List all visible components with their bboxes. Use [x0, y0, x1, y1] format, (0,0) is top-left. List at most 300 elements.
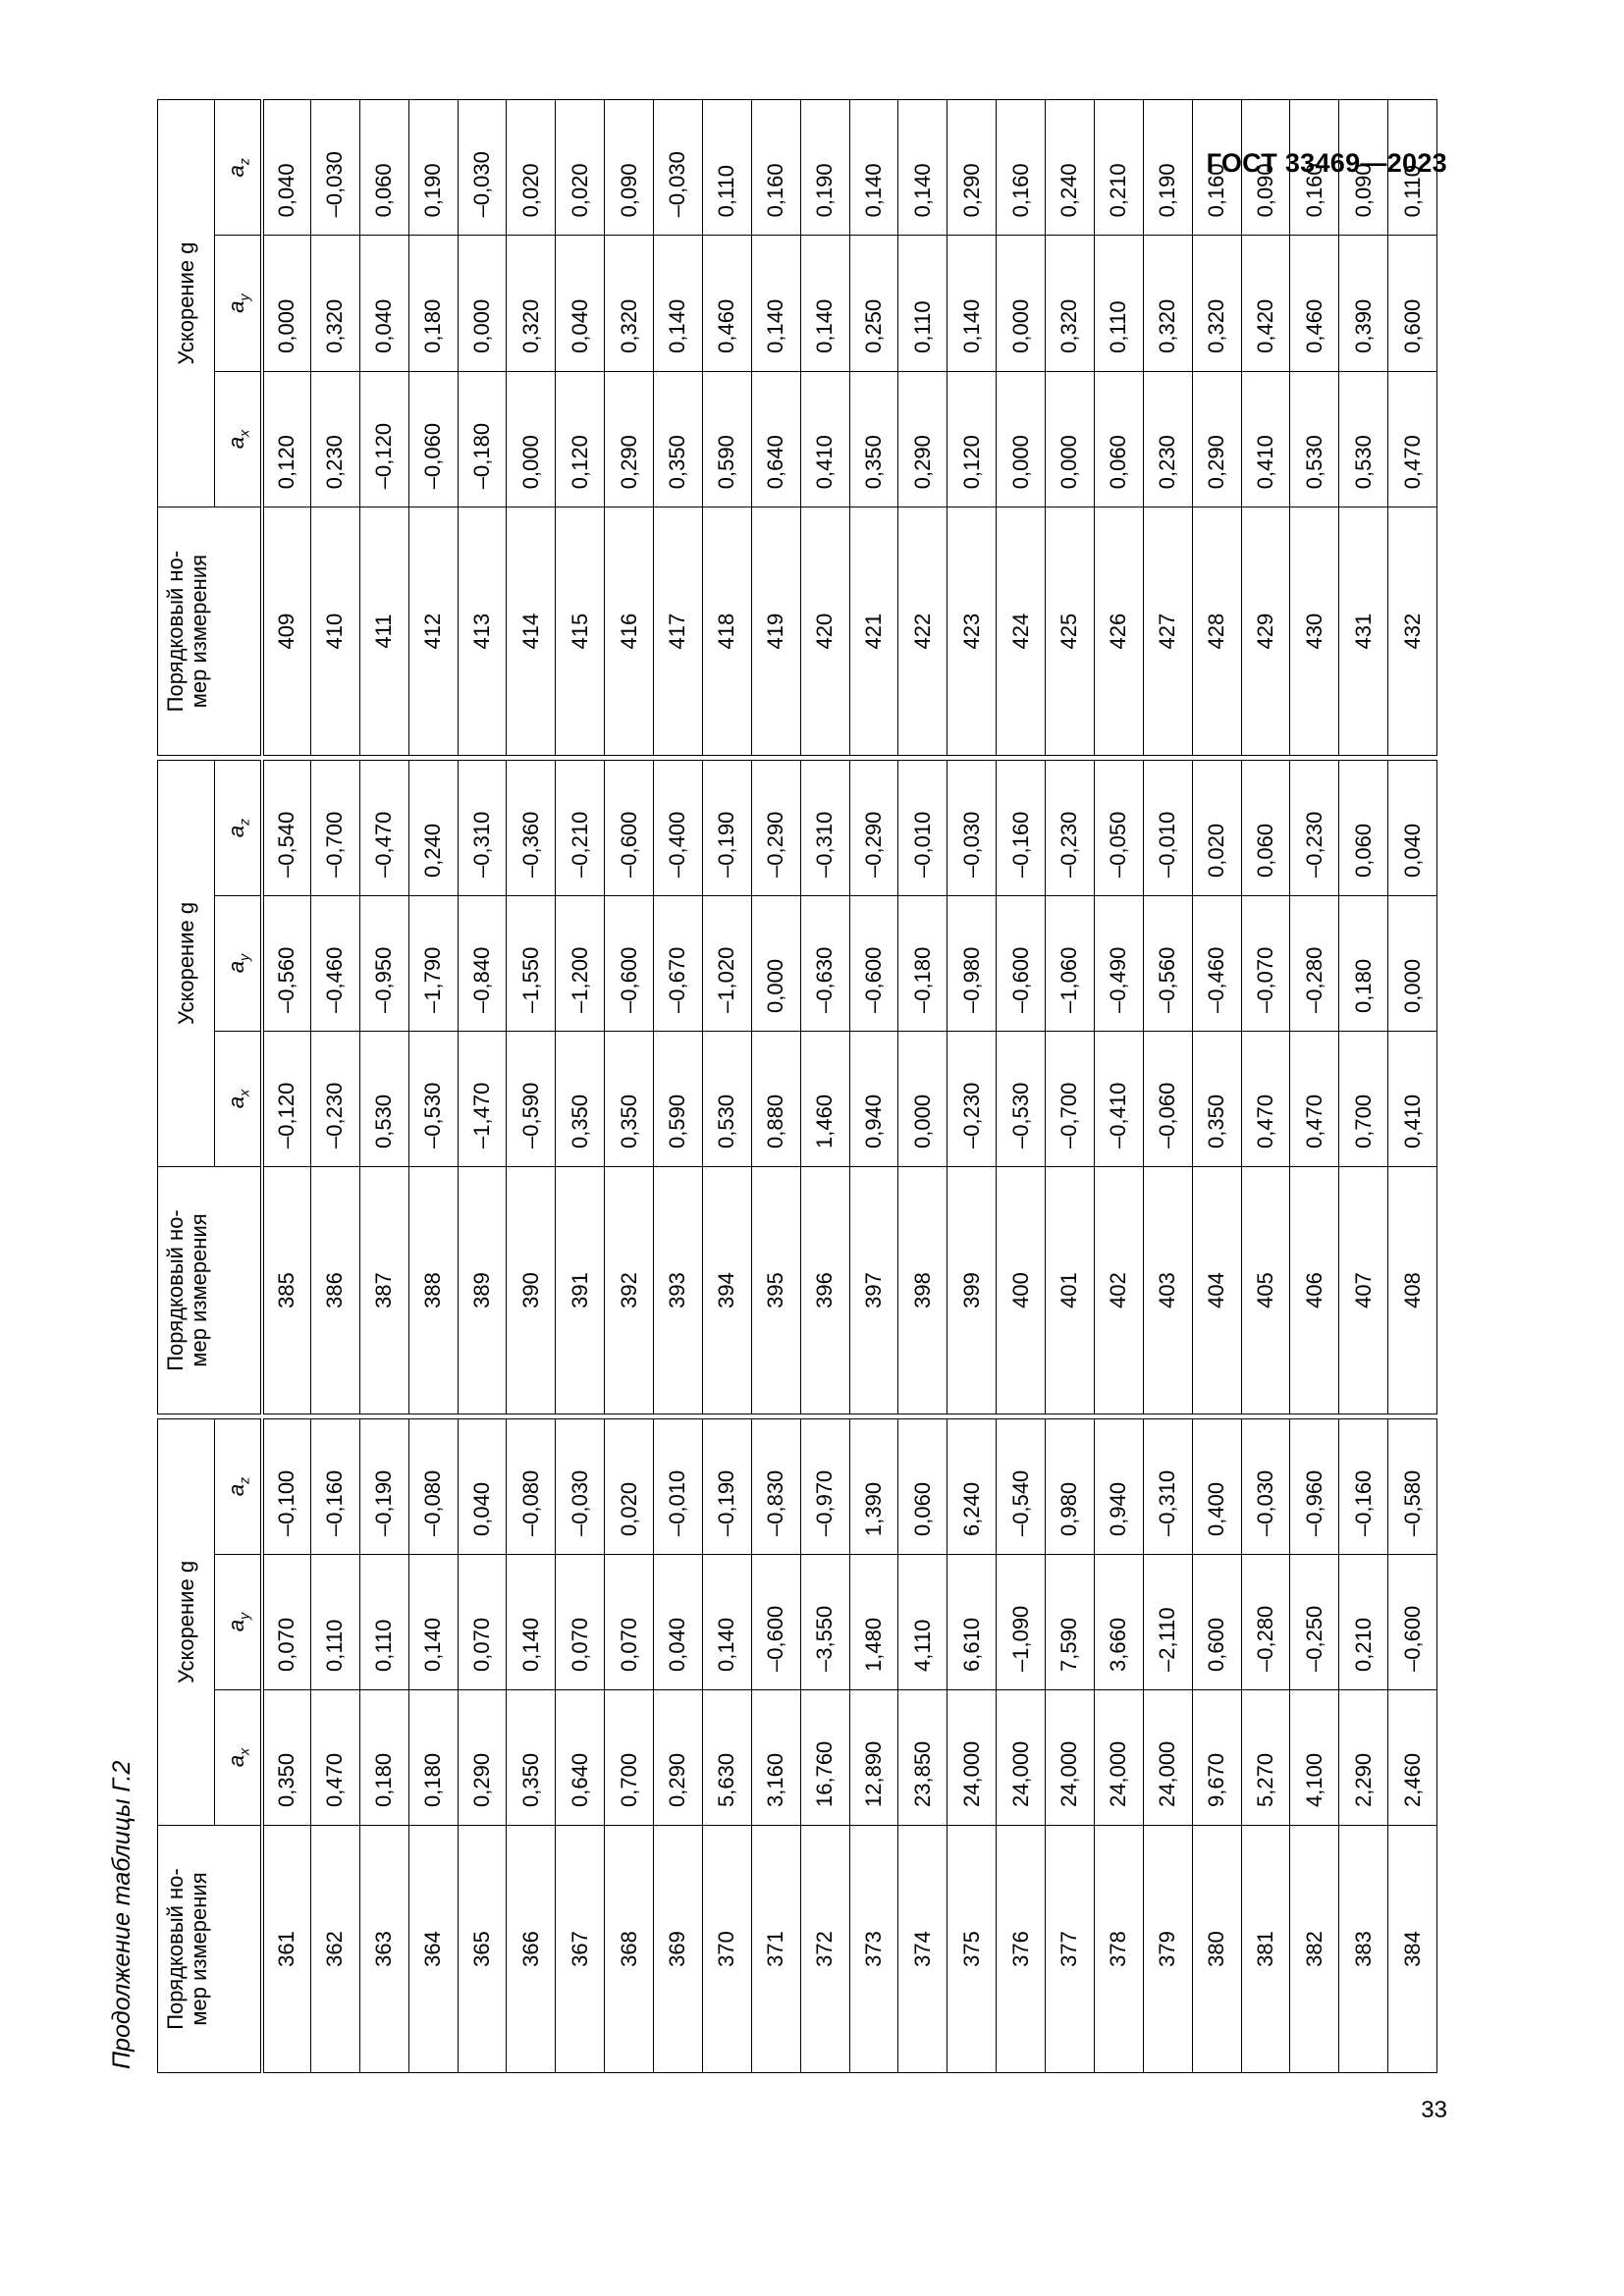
table-row — [1388, 99, 1437, 755]
cell-ay: –0,600 — [1388, 1555, 1437, 1690]
table-row — [1143, 760, 1192, 1414]
cell-number: 424 — [997, 507, 1046, 756]
table-row — [1143, 1418, 1192, 2072]
cell-az: 0,190 — [800, 99, 849, 235]
table-row — [458, 99, 507, 755]
cell-ax: 4,100 — [1290, 1690, 1339, 1826]
cell-ay: 0,070 — [605, 1555, 654, 1690]
cell-az: 1,390 — [849, 1418, 898, 1554]
cell-number: 406 — [1290, 1166, 1339, 1414]
cell-number: 426 — [1094, 507, 1143, 756]
cell-az: 0,060 — [1241, 760, 1290, 895]
cell-ax: 0,350 — [849, 371, 898, 507]
table-row — [262, 760, 311, 1414]
cell-ay: –1,550 — [507, 895, 556, 1031]
table-block — [157, 760, 1437, 1415]
table-row — [1290, 1418, 1339, 2072]
cell-ax: 3,160 — [751, 1690, 800, 1826]
table-row — [605, 99, 654, 755]
table-row — [1241, 1418, 1290, 2072]
cell-number: 419 — [751, 507, 800, 756]
cell-ax: 0,350 — [1192, 1031, 1241, 1166]
cell-number: 373 — [849, 1826, 898, 2073]
header-ax-subscript: x — [235, 1089, 251, 1096]
header-acceleration-group: Ускорение g — [158, 99, 215, 507]
cell-az: 0,160 — [1290, 99, 1339, 235]
cell-ay: –0,280 — [1241, 1555, 1290, 1690]
cell-number: 368 — [605, 1826, 654, 2073]
cell-ay: 0,040 — [556, 236, 605, 371]
cell-az: –0,540 — [997, 1418, 1046, 1554]
cell-number: 416 — [605, 507, 654, 756]
cell-ay: 0,320 — [1046, 236, 1095, 371]
table-row — [556, 99, 605, 755]
cell-az: 0,020 — [1192, 760, 1241, 895]
header-number-line1: Порядковый но- — [163, 550, 188, 713]
cell-ay: –0,460 — [310, 895, 359, 1031]
header-ay-symbol: a — [223, 1619, 248, 1632]
cell-ay: –0,600 — [849, 895, 898, 1031]
cell-az: –0,230 — [1290, 760, 1339, 895]
cell-ax: 23,850 — [898, 1690, 947, 1826]
cell-ax: 0,290 — [898, 371, 947, 507]
cell-ax: –0,230 — [310, 1031, 359, 1166]
cell-az: –0,080 — [408, 1418, 458, 1554]
cell-number: 362 — [310, 1826, 359, 2073]
cell-ay: 4,110 — [898, 1555, 947, 1690]
cell-number: 383 — [1339, 1826, 1388, 2073]
cell-number: 361 — [262, 1826, 311, 2073]
header-ax — [215, 1690, 262, 1826]
cell-az: 0,040 — [458, 1418, 507, 1554]
cell-ay: 0,320 — [1143, 236, 1192, 371]
cell-az: –0,230 — [1046, 760, 1095, 895]
cell-ax: 0,000 — [997, 371, 1046, 507]
table-row — [1046, 99, 1095, 755]
cell-ay: –0,980 — [947, 895, 997, 1031]
table-row — [1241, 99, 1290, 755]
cell-ax: 0,350 — [556, 1031, 605, 1166]
cell-az: –0,010 — [898, 760, 947, 895]
cell-ax: 0,000 — [898, 1031, 947, 1166]
cell-number: 376 — [997, 1826, 1046, 2073]
table-row — [359, 760, 408, 1414]
cell-number: 393 — [654, 1166, 703, 1414]
table-row — [507, 99, 556, 755]
cell-ax: 0,530 — [1290, 371, 1339, 507]
cell-az: 0,060 — [359, 99, 408, 235]
table-row — [1339, 99, 1388, 755]
table-row — [262, 99, 311, 755]
cell-az: 0,110 — [702, 99, 751, 235]
cell-ay: 0,460 — [1290, 236, 1339, 371]
table-row — [947, 1418, 997, 2072]
cell-ax: 0,700 — [605, 1690, 654, 1826]
table-row — [1388, 760, 1437, 1414]
cell-ay: –2,110 — [1143, 1555, 1192, 1690]
cell-az: –0,190 — [702, 760, 751, 895]
cell-ay: –0,070 — [1241, 895, 1290, 1031]
cell-ax: 24,000 — [997, 1690, 1046, 1826]
cell-ax: 0,350 — [605, 1031, 654, 1166]
cell-ay: 0,600 — [1388, 236, 1437, 371]
cell-number: 421 — [849, 507, 898, 756]
table-row — [408, 760, 458, 1414]
table-row — [507, 1418, 556, 2072]
table-row — [654, 1418, 703, 2072]
cell-ax: 0,640 — [751, 371, 800, 507]
cell-az: 0,160 — [997, 99, 1046, 235]
cell-number: 399 — [947, 1166, 997, 1414]
cell-az: 0,060 — [898, 1418, 947, 1554]
cell-az: –0,290 — [751, 760, 800, 895]
cell-number: 385 — [262, 1166, 311, 1414]
header-ay — [215, 895, 262, 1031]
cell-az: –0,600 — [605, 760, 654, 895]
cell-ax: –1,470 — [458, 1031, 507, 1166]
table-row — [1290, 99, 1339, 755]
cell-ay: –3,550 — [800, 1555, 849, 1690]
table-row — [997, 1418, 1046, 2072]
cell-az: 0,160 — [1192, 99, 1241, 235]
table-row — [702, 1418, 751, 2072]
cell-az: –0,290 — [849, 760, 898, 895]
cell-ax: 24,000 — [1094, 1690, 1143, 1826]
table-row — [310, 760, 359, 1414]
table-row — [556, 1418, 605, 2072]
cell-number: 402 — [1094, 1166, 1143, 1414]
header-ay-subscript: y — [235, 953, 251, 961]
header-ay — [215, 1555, 262, 1690]
cell-number: 382 — [1290, 1826, 1339, 2073]
cell-number: 401 — [1046, 1166, 1095, 1414]
cell-az: 0,940 — [1094, 1418, 1143, 1554]
cell-number: 386 — [310, 1166, 359, 1414]
cell-az: 0,190 — [408, 99, 458, 235]
cell-az: –0,830 — [751, 1418, 800, 1554]
cell-az: –0,030 — [1241, 1418, 1290, 1554]
table-row — [947, 760, 997, 1414]
cell-ay: –0,490 — [1094, 895, 1143, 1031]
cell-az: 0,060 — [1339, 760, 1388, 895]
cell-ay: 0,600 — [1192, 1555, 1241, 1690]
cell-ay: –0,630 — [800, 895, 849, 1031]
table-row — [849, 99, 898, 755]
table-row — [702, 760, 751, 1414]
cell-number: 388 — [408, 1166, 458, 1414]
cell-number: 378 — [1094, 1826, 1143, 2073]
cell-ay: 0,460 — [702, 236, 751, 371]
cell-ay: 0,140 — [702, 1555, 751, 1690]
cell-az: –0,360 — [507, 760, 556, 895]
cell-ax: 0,290 — [458, 1690, 507, 1826]
header-ax-subscript: x — [235, 1747, 251, 1755]
cell-az: –0,030 — [556, 1418, 605, 1554]
table-row — [1290, 760, 1339, 1414]
cell-ax: –0,590 — [507, 1031, 556, 1166]
cell-ay: –1,020 — [702, 895, 751, 1031]
cell-ay: 0,040 — [654, 1555, 703, 1690]
cell-ay: 0,320 — [1192, 236, 1241, 371]
table-row — [359, 1418, 408, 2072]
cell-az: –0,030 — [654, 99, 703, 235]
cell-az: –0,010 — [1143, 760, 1192, 895]
cell-ay: –0,950 — [359, 895, 408, 1031]
table-row — [898, 1418, 947, 2072]
header-ay-subscript: y — [235, 294, 251, 301]
header-az-subscript: z — [235, 158, 251, 166]
cell-ax: 0,700 — [1339, 1031, 1388, 1166]
cell-az: 0,980 — [1046, 1418, 1095, 1554]
cell-number: 392 — [605, 1166, 654, 1414]
cell-number: 417 — [654, 507, 703, 756]
cell-ax: 0,060 — [1094, 371, 1143, 507]
cell-az: 0,190 — [1143, 99, 1192, 235]
cell-ay: 0,110 — [359, 1555, 408, 1690]
cell-az: –0,160 — [997, 760, 1046, 895]
cell-az: 0,240 — [408, 760, 458, 895]
cell-ay: –1,060 — [1046, 895, 1095, 1031]
cell-number: 415 — [556, 507, 605, 756]
cell-az: –0,190 — [702, 1418, 751, 1554]
cell-az: –0,030 — [310, 99, 359, 235]
cell-az: –0,310 — [1143, 1418, 1192, 1554]
cell-ax: –0,060 — [408, 371, 458, 507]
cell-ay: 0,210 — [1339, 1555, 1388, 1690]
cell-ay: –0,250 — [1290, 1555, 1339, 1690]
table-row — [556, 760, 605, 1414]
table-row — [849, 760, 898, 1414]
cell-az: –0,080 — [507, 1418, 556, 1554]
cell-number: 384 — [1388, 1826, 1437, 2073]
cell-az: –0,030 — [458, 99, 507, 235]
cell-az: 0,090 — [1241, 99, 1290, 235]
cell-az: –0,310 — [458, 760, 507, 895]
cell-ax: 0,470 — [1290, 1031, 1339, 1166]
cell-ax: 0,410 — [800, 371, 849, 507]
table-row — [1094, 1418, 1143, 2072]
table-row — [1388, 1418, 1437, 2072]
cell-number: 367 — [556, 1826, 605, 2073]
cell-number: 432 — [1388, 507, 1437, 756]
cell-az: 0,140 — [849, 99, 898, 235]
header-ay — [215, 236, 262, 371]
cell-az: –0,030 — [947, 760, 997, 895]
cell-number: 394 — [702, 1166, 751, 1414]
cell-ax: 0,350 — [654, 371, 703, 507]
cell-ax: 0,590 — [702, 371, 751, 507]
table-row — [997, 99, 1046, 755]
cell-az: 0,160 — [751, 99, 800, 235]
cell-ay: –0,180 — [898, 895, 947, 1031]
cell-az: –0,970 — [800, 1418, 849, 1554]
cell-number: 400 — [997, 1166, 1046, 1414]
table-block — [157, 1418, 1437, 2073]
header-ax-subscript: x — [235, 429, 251, 437]
cell-az: –0,050 — [1094, 760, 1143, 895]
cell-ax: 0,350 — [507, 1690, 556, 1826]
cell-ay: –0,670 — [654, 895, 703, 1031]
cell-number: 371 — [751, 1826, 800, 2073]
header-number-line1: Порядковый но- — [163, 1868, 188, 2030]
table-row — [1046, 1418, 1095, 2072]
cell-az: 0,140 — [898, 99, 947, 235]
rotated-table-area — [98, 101, 1425, 2073]
cell-ax: 0,230 — [310, 371, 359, 507]
cell-number: 408 — [1388, 1166, 1437, 1414]
cell-ay: –1,090 — [997, 1555, 1046, 1690]
table-block — [157, 99, 1437, 756]
cell-ay: 0,110 — [1094, 236, 1143, 371]
cell-ay: 0,180 — [1339, 895, 1388, 1031]
header-number-line2: мер измерения — [187, 554, 211, 709]
header-az — [215, 760, 262, 895]
table-row — [654, 760, 703, 1414]
cell-number: 380 — [1192, 1826, 1241, 2073]
cell-number: 428 — [1192, 507, 1241, 756]
header-ax-symbol: a — [223, 1754, 248, 1768]
header-ax — [215, 1031, 262, 1166]
cell-ax: –0,530 — [408, 1031, 458, 1166]
cell-ax: –0,700 — [1046, 1031, 1095, 1166]
cell-az: 0,020 — [556, 99, 605, 235]
cell-ay: 0,110 — [310, 1555, 359, 1690]
table-row — [898, 760, 947, 1414]
cell-ay: 0,140 — [800, 236, 849, 371]
cell-ay: 0,000 — [997, 236, 1046, 371]
cell-ax: 0,290 — [654, 1690, 703, 1826]
header-ay-subscript: y — [235, 1612, 251, 1620]
cell-number: 365 — [458, 1826, 507, 2073]
cell-number: 407 — [1339, 1166, 1388, 1414]
table-row — [751, 99, 800, 755]
cell-az: –0,960 — [1290, 1418, 1339, 1554]
cell-ax: –0,410 — [1094, 1031, 1143, 1166]
cell-ay: 0,180 — [408, 236, 458, 371]
header-acceleration-group: Ускорение g — [158, 760, 215, 1166]
cell-ay: 0,140 — [654, 236, 703, 371]
cell-ax: –0,180 — [458, 371, 507, 507]
cell-number: 414 — [507, 507, 556, 756]
table-row — [1192, 760, 1241, 1414]
cell-ax: –0,120 — [262, 1031, 311, 1166]
header-acceleration-group: Ускорение g — [158, 1418, 215, 1825]
cell-ax: –0,530 — [997, 1031, 1046, 1166]
header-az — [215, 1418, 262, 1554]
table-row — [507, 760, 556, 1414]
cell-ay: 0,250 — [849, 236, 898, 371]
cell-number: 410 — [310, 507, 359, 756]
cell-number: 389 — [458, 1166, 507, 1414]
table-row — [458, 1418, 507, 2072]
cell-az: 0,020 — [507, 99, 556, 235]
cell-ay: 0,140 — [408, 1555, 458, 1690]
cell-ay: 0,320 — [310, 236, 359, 371]
cell-ax: 0,590 — [654, 1031, 703, 1166]
cell-ax: 0,880 — [751, 1031, 800, 1166]
cell-ax: 0,470 — [310, 1690, 359, 1826]
cell-ax: –0,060 — [1143, 1031, 1192, 1166]
cell-ax: 0,530 — [702, 1031, 751, 1166]
header-ax-symbol: a — [223, 1095, 248, 1109]
table-row — [1192, 1418, 1241, 2072]
data-table — [157, 101, 1425, 2073]
cell-ay: 0,040 — [359, 236, 408, 371]
cell-ay: 0,000 — [262, 236, 311, 371]
cell-ay: 7,590 — [1046, 1555, 1095, 1690]
table-row — [1339, 1418, 1388, 2072]
cell-number: 364 — [408, 1826, 458, 2073]
cell-ay: 0,390 — [1339, 236, 1388, 371]
cell-ay: 0,000 — [458, 236, 507, 371]
cell-ay: 6,610 — [947, 1555, 997, 1690]
cell-ay: 0,140 — [507, 1555, 556, 1690]
cell-number: 379 — [1143, 1826, 1192, 2073]
table-row — [310, 1418, 359, 2072]
cell-az: –0,470 — [359, 760, 408, 895]
table-row — [408, 1418, 458, 2072]
table-row — [1094, 760, 1143, 1414]
cell-number: 398 — [898, 1166, 947, 1414]
table-row — [605, 1418, 654, 2072]
header-az-symbol: a — [223, 165, 248, 178]
cell-ax: 5,630 — [702, 1690, 751, 1826]
cell-ax: 24,000 — [1046, 1690, 1095, 1826]
table-row — [800, 99, 849, 755]
cell-ax: 0,410 — [1388, 1031, 1437, 1166]
cell-ax: 24,000 — [947, 1690, 997, 1826]
cell-ay: 1,480 — [849, 1555, 898, 1690]
cell-number: 397 — [849, 1166, 898, 1414]
header-ax — [215, 371, 262, 507]
cell-number: 381 — [1241, 1826, 1290, 2073]
table-row — [751, 1418, 800, 2072]
table-row — [1339, 760, 1388, 1414]
cell-az: 0,090 — [1339, 99, 1388, 235]
header-measurement-number — [158, 1166, 262, 1414]
table-row — [654, 99, 703, 755]
table-row — [408, 99, 458, 755]
cell-az: –0,580 — [1388, 1418, 1437, 1554]
cell-ax: 0,530 — [359, 1031, 408, 1166]
cell-ay: 0,000 — [751, 895, 800, 1031]
page-number: 33 — [1421, 2097, 1447, 2123]
cell-az: –0,010 — [654, 1418, 703, 1554]
cell-az: 0,400 — [1192, 1418, 1241, 1554]
header-measurement-number — [158, 1826, 262, 2073]
cell-number: 387 — [359, 1166, 408, 1414]
cell-number: 391 — [556, 1166, 605, 1414]
cell-ax: 12,890 — [849, 1690, 898, 1826]
cell-ax: 0,470 — [1388, 371, 1437, 507]
cell-ax: 0,640 — [556, 1690, 605, 1826]
cell-az: –0,210 — [556, 760, 605, 895]
cell-ax: 0,120 — [556, 371, 605, 507]
table-row — [898, 99, 947, 755]
cell-number: 377 — [1046, 1826, 1095, 2073]
cell-az: –0,400 — [654, 760, 703, 895]
cell-ay: 0,140 — [751, 236, 800, 371]
cell-az: –0,160 — [310, 1418, 359, 1554]
cell-number: 374 — [898, 1826, 947, 2073]
cell-ax: 9,670 — [1192, 1690, 1241, 1826]
cell-number: 422 — [898, 507, 947, 756]
header-ax-symbol: a — [223, 436, 248, 450]
cell-ax: 24,000 — [1143, 1690, 1192, 1826]
cell-number: 430 — [1290, 507, 1339, 756]
cell-az: –0,700 — [310, 760, 359, 895]
header-az-symbol: a — [223, 825, 248, 838]
